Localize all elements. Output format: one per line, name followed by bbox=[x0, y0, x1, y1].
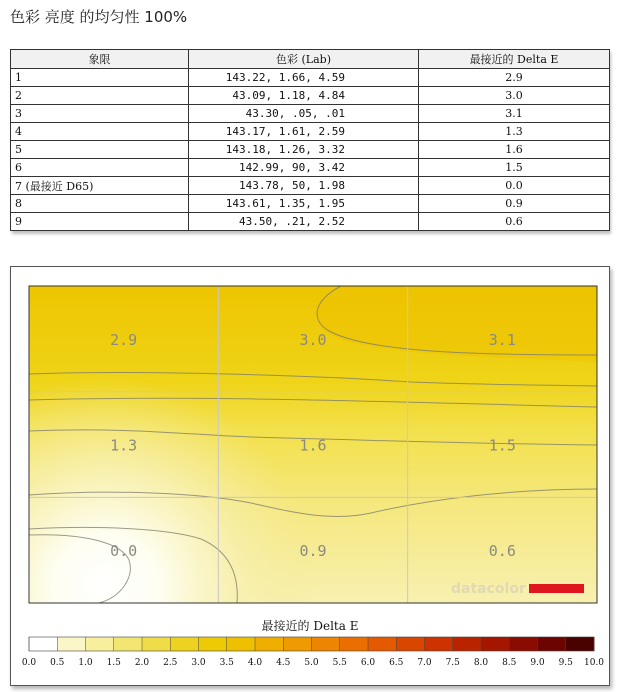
table-row bbox=[11, 141, 610, 159]
colorbar-segment bbox=[396, 637, 425, 651]
cell-delta-e: 0.6 bbox=[419, 213, 610, 231]
colorbar-tick-label: 6.0 bbox=[360, 658, 376, 668]
cell-delta-e: 0.9 bbox=[419, 195, 610, 213]
cell-value-label: 3.1 bbox=[488, 330, 516, 349]
cell-lab: 43.09, 1.18, 4.84 bbox=[189, 87, 419, 105]
cell-delta-e: 2.9 bbox=[419, 69, 610, 87]
colorbar-segment bbox=[538, 637, 567, 651]
cell-lab: 43.30, .05, .01 bbox=[189, 105, 419, 123]
header-delta-e: 最接近的 Delta E bbox=[419, 50, 610, 69]
page-title: 色彩 亮度 的均匀性 100% bbox=[10, 8, 188, 26]
quadrant-table bbox=[10, 49, 609, 231]
colorbar-segment bbox=[312, 637, 341, 651]
cell-value-label: 0.9 bbox=[299, 542, 327, 561]
colorbar-segment bbox=[199, 637, 228, 651]
colorbar-segment bbox=[142, 637, 171, 651]
colorbar-tick-label: 8.5 bbox=[502, 658, 517, 668]
colorbar-tick-label: 4.0 bbox=[247, 658, 263, 668]
cell-lab: 143.78, 50, 1.98 bbox=[189, 177, 419, 195]
table-row bbox=[11, 87, 610, 105]
cell-lab: 143.18, 1.26, 3.32 bbox=[189, 141, 419, 159]
table-row bbox=[11, 105, 610, 123]
colorbar-tick-label: 10.0 bbox=[583, 658, 605, 668]
colorbar-segment bbox=[509, 637, 538, 651]
table-header-row bbox=[11, 50, 610, 69]
colorbar-tick-label: 9.5 bbox=[558, 658, 573, 668]
table-row bbox=[11, 159, 610, 177]
table-row bbox=[11, 195, 610, 213]
colorbar-tick-label: 3.0 bbox=[191, 658, 206, 668]
colorbar-segment bbox=[114, 637, 143, 651]
colorbar-tick-label: 7.0 bbox=[417, 658, 432, 668]
datacolor-watermark: datacolor bbox=[451, 581, 526, 597]
cell-quadrant: 7 (最接近 D65) bbox=[11, 177, 189, 195]
colorbar-tick-label: 5.0 bbox=[304, 658, 319, 668]
cell-lab: 142.99, 90, 3.42 bbox=[189, 159, 419, 177]
cell-delta-e: 1.5 bbox=[419, 159, 610, 177]
cell-quadrant: 6 bbox=[11, 159, 189, 177]
cell-lab: 143.61, 1.35, 1.95 bbox=[189, 195, 419, 213]
table-row bbox=[11, 123, 610, 141]
colorbar-tick-label: 9.0 bbox=[530, 658, 545, 668]
cell-quadrant: 8 bbox=[11, 195, 189, 213]
cell-quadrant: 1 bbox=[11, 69, 189, 87]
colorbar-tick-label: 0.0 bbox=[21, 658, 37, 668]
colorbar-tick-label: 8.0 bbox=[473, 658, 489, 668]
colorbar-segment bbox=[283, 637, 312, 651]
colorbar-tick-label: 5.5 bbox=[332, 658, 347, 668]
cell-value-label: 1.3 bbox=[110, 436, 138, 455]
cell-delta-e: 3.1 bbox=[419, 105, 610, 123]
cell-value-label: 0.6 bbox=[488, 542, 516, 561]
colorbar-title: 最接近的 Delta E bbox=[261, 619, 359, 633]
colorbar bbox=[22, 618, 604, 668]
header-lab: 色彩 (Lab) bbox=[189, 50, 419, 69]
colorbar-segment bbox=[227, 637, 256, 651]
cell-value-label: 1.6 bbox=[299, 436, 327, 455]
colorbar-segment bbox=[340, 637, 369, 651]
colorbar-tick-label: 0.5 bbox=[50, 658, 65, 668]
cell-delta-e: 1.6 bbox=[419, 141, 610, 159]
cell-delta-e: 0.0 bbox=[419, 177, 610, 195]
colorbar-tick-label: 2.5 bbox=[163, 658, 178, 668]
colorbar-tick-label: 2.0 bbox=[134, 658, 150, 668]
table-row bbox=[11, 69, 610, 87]
colorbar-tick-label: 7.5 bbox=[445, 658, 460, 668]
colorbar-segment bbox=[86, 637, 115, 651]
colorbar-segment bbox=[170, 637, 199, 651]
colorbar-tick-label: 1.5 bbox=[106, 658, 121, 668]
cell-value-label: 3.0 bbox=[299, 330, 327, 349]
colorbar-segment bbox=[481, 637, 510, 651]
colorbar-tick-label: 3.5 bbox=[219, 658, 234, 668]
cell-quadrant: 5 bbox=[11, 141, 189, 159]
cell-value-label: 1.5 bbox=[488, 436, 516, 455]
header-quadrant: 象限 bbox=[11, 50, 189, 69]
colorbar-segment bbox=[453, 637, 482, 651]
heatmap-plot bbox=[29, 286, 597, 603]
watermark-red-bar bbox=[529, 584, 584, 593]
cell-quadrant: 3 bbox=[11, 105, 189, 123]
cell-lab: 43.50, .21, 2.52 bbox=[189, 213, 419, 231]
table-row bbox=[11, 177, 610, 195]
cell-quadrant: 9 bbox=[11, 213, 189, 231]
colorbar-tick-label: 4.5 bbox=[276, 658, 291, 668]
colorbar-segment bbox=[57, 637, 86, 651]
cell-delta-e: 1.3 bbox=[419, 123, 610, 141]
cell-value-label: 0.0 bbox=[110, 542, 138, 561]
cell-delta-e: 3.0 bbox=[419, 87, 610, 105]
cell-lab: 143.17, 1.61, 2.59 bbox=[189, 123, 419, 141]
colorbar-tick-label: 6.5 bbox=[389, 658, 404, 668]
table-row bbox=[11, 213, 610, 231]
cell-value-label: 2.9 bbox=[110, 330, 138, 349]
colorbar-segment bbox=[566, 637, 595, 651]
colorbar-segment bbox=[255, 637, 284, 651]
uniformity-chart bbox=[10, 266, 610, 686]
cell-lab: 143.22, 1.66, 4.59 bbox=[189, 69, 419, 87]
cell-quadrant: 2 bbox=[11, 87, 189, 105]
chart-svg bbox=[11, 267, 609, 685]
colorbar-segment bbox=[29, 637, 58, 651]
colorbar-segment bbox=[368, 637, 397, 651]
colorbar-segment bbox=[425, 637, 454, 651]
colorbar-tick-label: 1.0 bbox=[78, 658, 93, 668]
cell-quadrant: 4 bbox=[11, 123, 189, 141]
